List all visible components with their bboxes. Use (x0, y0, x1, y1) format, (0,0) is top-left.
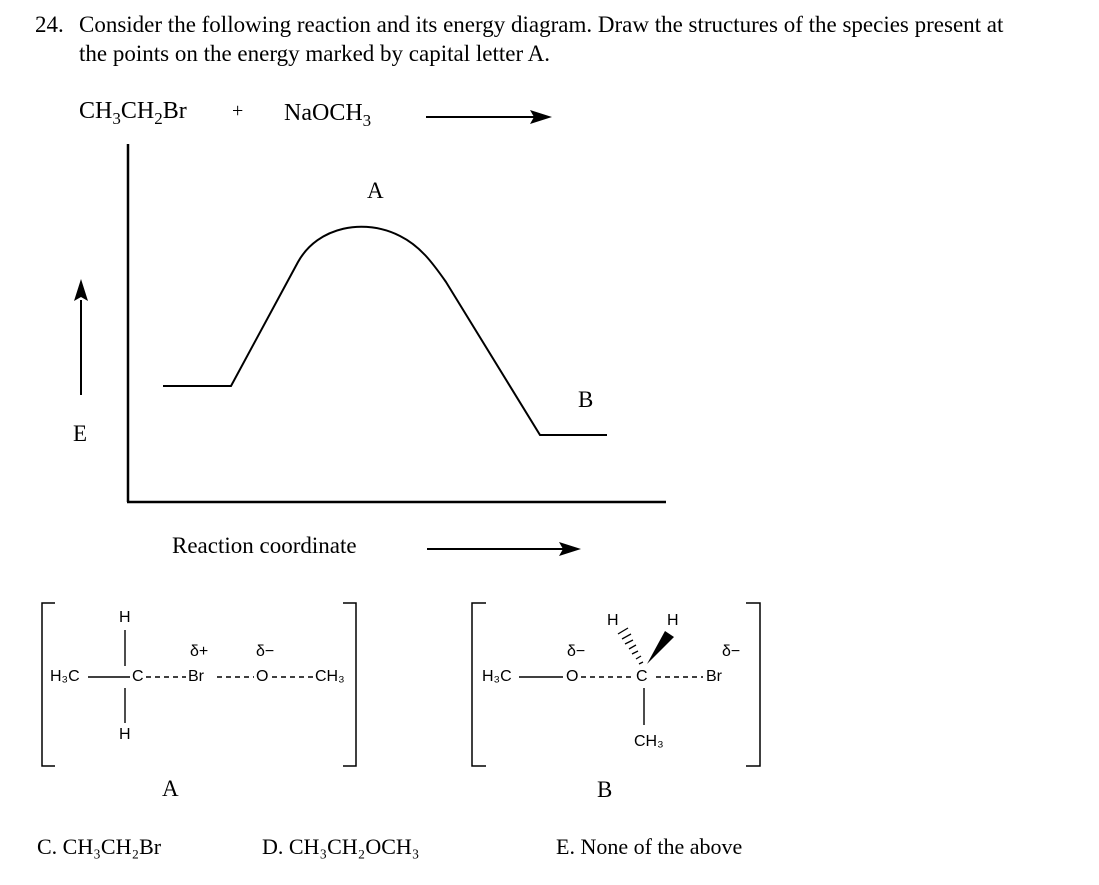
b-delta-bromine: δ− (722, 643, 741, 660)
b-bromine: Br (706, 668, 722, 685)
a-h-bottom: H (119, 726, 131, 743)
choice-d: D. CH₃CH₂OCH₃ (262, 834, 420, 859)
b-carbon: C (636, 668, 648, 685)
a-delta-minus: δ− (256, 643, 275, 660)
reaction-coordinate-arrow (427, 542, 581, 556)
a-ch3: CH₃ (315, 668, 345, 685)
b-h-left: H (607, 612, 619, 629)
b-oxygen: O (566, 668, 579, 685)
structure-b-bonds (519, 677, 703, 725)
choice-c: C. CH₃CH₂Br (37, 834, 162, 859)
solid-wedge-bond (647, 631, 674, 664)
choice-e: E. None of the above (556, 834, 743, 859)
a-h-top: H (119, 609, 131, 626)
b-h-right: H (667, 612, 679, 629)
a-carbon: C (132, 668, 144, 685)
energy-axis-label: E (73, 421, 88, 446)
product-label: B (578, 387, 594, 412)
energy-curve (163, 227, 607, 435)
b-ch3: CH₃ (634, 733, 664, 750)
a-h3c: H₃C (50, 668, 80, 685)
a-delta-plus: δ+ (190, 643, 209, 660)
a-oxygen: O (256, 668, 269, 685)
reaction-arrow (426, 110, 552, 124)
a-bromine: Br (188, 668, 204, 685)
b-delta-oxygen: δ− (567, 643, 586, 660)
b-h3c: H₃C (482, 668, 512, 685)
plus-sign: + (232, 100, 244, 122)
question-number: 24. (35, 12, 64, 37)
structure-a-label: A (162, 776, 179, 801)
reactant-ethyl-bromide: $CH_3CH_2Br$ (79, 98, 187, 128)
structure-b-label: B (597, 777, 613, 802)
question-line-2: the points on the energy marked by capital letter A. (79, 41, 550, 66)
reaction-coordinate-label: Reaction coordinate (172, 533, 357, 558)
transition-state-label: A (367, 178, 384, 203)
hashed-wedge-bond (618, 628, 643, 664)
question-line-1: Consider the following reaction and its energy diagram. Draw the structures of the species present at (79, 12, 1004, 37)
reactant-sodium-methoxide: NaOCH$_3$ (284, 100, 372, 130)
energy-up-arrow (74, 279, 88, 395)
